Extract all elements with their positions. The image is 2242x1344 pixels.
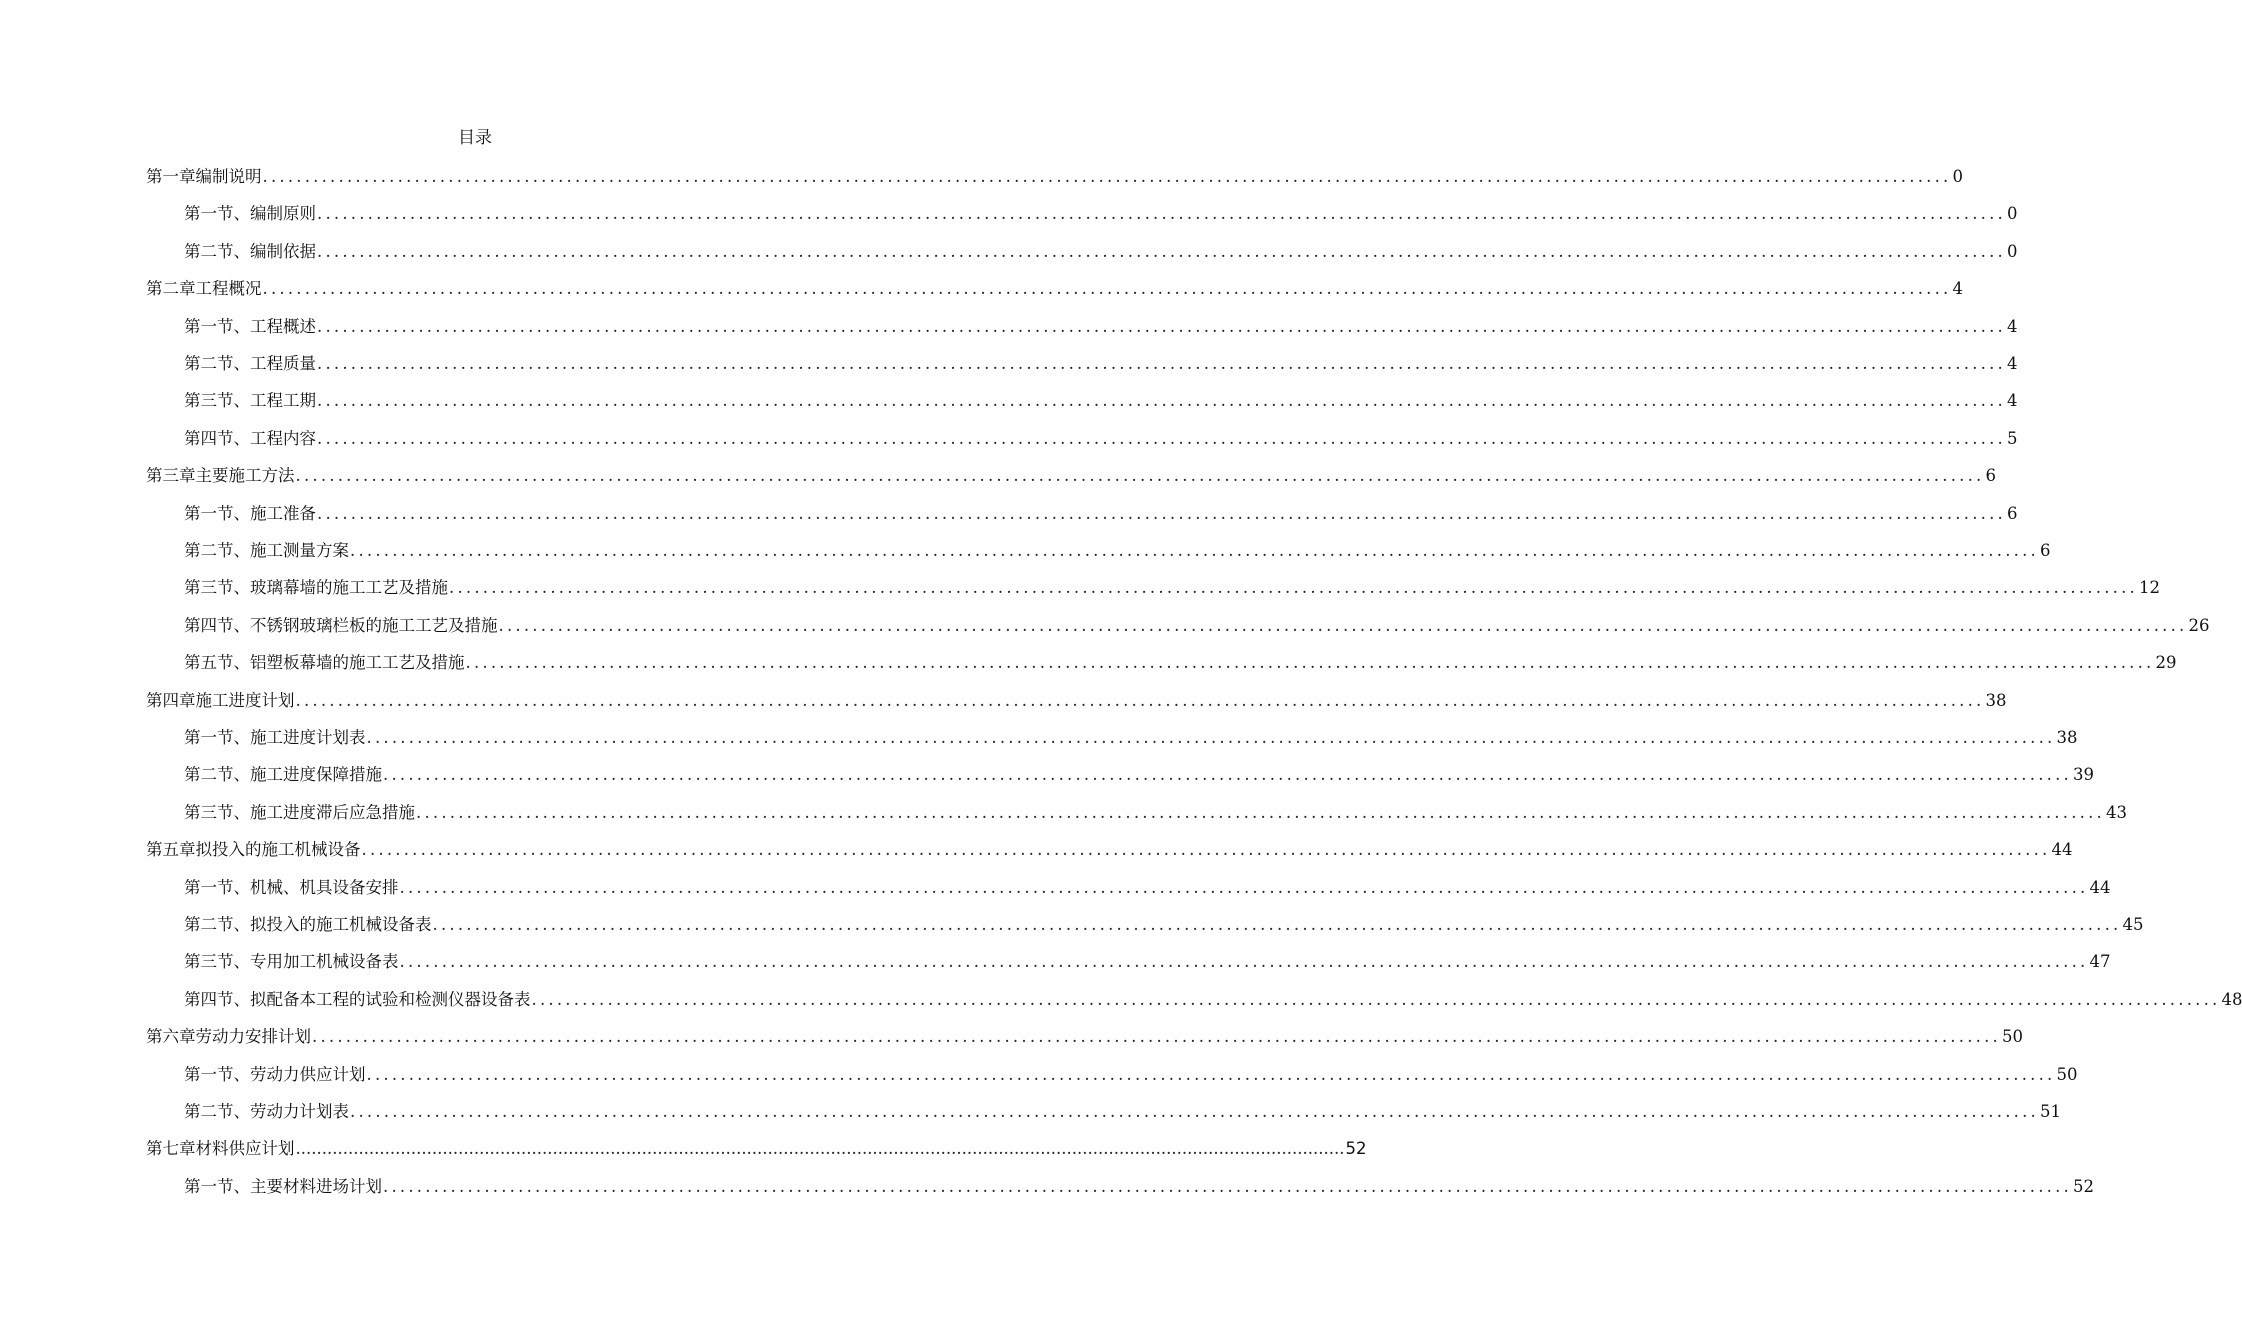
toc-chapter-entry[interactable]	[146, 831, 2073, 868]
toc-section-entry[interactable]	[184, 756, 2094, 793]
toc-chapter-number: 第七章	[146, 1139, 196, 1159]
toc-page-number: 50	[2001, 1027, 2023, 1047]
toc-entry-label: 第三节、玻璃幕墙的施工工艺及措施	[184, 578, 448, 598]
toc-dot-leader: ........................................................................................................................................................................................................	[416, 802, 2105, 822]
toc-dot-leader: ........................................................................................................................................................................................................	[399, 877, 2089, 897]
toc-dot-leader: ........................................................................................................................................................................................................	[350, 1102, 2039, 1121]
toc-dot-leader: ........................................................................................................................................................................................................	[262, 279, 1952, 299]
toc-dot-leader: ........................................................................................................................................................................................................	[361, 840, 2051, 860]
toc-entry-label: 第二节、施工进度保障措施	[184, 765, 382, 785]
toc-entry-label: 第一节、施工进度计划表	[184, 728, 366, 747]
toc-section-entry[interactable]	[184, 719, 2078, 756]
toc-section-entry[interactable]	[184, 233, 2018, 270]
toc-section-entry[interactable]	[184, 195, 2018, 232]
toc-dot-leader: ........................................................................................................................................................................................................	[295, 1139, 1345, 1159]
toc-page-number: 4	[2006, 354, 2018, 373]
toc-entry-label: 第二节、劳动力计划表	[184, 1102, 349, 1121]
toc-page-number: 39	[2072, 765, 2094, 785]
toc-page-number: 38	[1985, 690, 2007, 710]
toc-page-number: 0	[2006, 204, 2018, 224]
toc-entry-label: 第二节、施工测量方案	[184, 541, 349, 560]
toc-dot-leader: ........................................................................................................................................................................................................	[432, 915, 2122, 934]
toc-page-number: 48	[2221, 989, 2242, 1009]
toc-dot-leader: ........................................................................................................................................................................................................	[449, 578, 2138, 598]
toc-section-entry[interactable]	[184, 869, 2111, 906]
toc-section-entry[interactable]	[184, 495, 2018, 532]
toc-dot-leader: ........................................................................................................................................................................................................	[317, 428, 2006, 448]
toc-entry-label: 第一节、机械、机具设备安排	[184, 877, 399, 897]
toc-entry-label: 施工进度计划	[195, 690, 295, 710]
toc-dot-leader: ........................................................................................................................................................................................................	[317, 503, 2006, 523]
toc-entry-label: 编制说明	[195, 167, 262, 186]
toc-entry-label: 第一节、主要材料进场计划	[184, 1176, 382, 1196]
toc-chapter-entry[interactable]	[146, 1130, 1367, 1167]
toc-page-number: 38	[2056, 728, 2078, 747]
toc-chapter-entry[interactable]	[146, 1018, 2023, 1055]
toc-dot-leader: ........................................................................................................................................................................................................	[383, 1176, 2072, 1196]
toc-dot-leader: ........................................................................................................................................................................................................	[317, 204, 2006, 224]
toc-entry-label: 第二节、工程质量	[184, 354, 316, 373]
toc-dot-leader: ........................................................................................................................................................................................................	[295, 466, 1985, 486]
toc-dot-leader: ........................................................................................................................................................................................................	[350, 541, 2039, 560]
toc-chapter-number: 第五章	[146, 840, 196, 860]
toc-page-number: 5	[2006, 428, 2018, 448]
toc-chapter-number: 第三章	[146, 466, 196, 486]
toc-section-entry[interactable]	[184, 644, 2177, 681]
toc-dot-leader: ........................................................................................................................................................................................................	[317, 316, 2006, 336]
toc-page-number: 0	[1952, 167, 1963, 186]
toc-entry-label: 第三节、专用加工机械设备表	[184, 952, 399, 972]
toc-dot-leader: ........................................................................................................................................................................................................	[366, 728, 2056, 747]
toc-page-number: 52	[1345, 1139, 1367, 1159]
toc-page-number: 6	[1985, 466, 1996, 486]
toc-section-entry[interactable]	[184, 308, 2018, 345]
toc-entry-label: 第四节、工程内容	[184, 428, 316, 448]
toc-section-entry[interactable]	[184, 382, 2018, 419]
toc-entry-label: 第四节、不锈钢玻璃栏板的施工工艺及措施	[184, 615, 498, 635]
toc-dot-leader: ........................................................................................................................................................................................................	[399, 952, 2089, 972]
toc-entry-label: 第三节、施工进度滞后应急措施	[184, 802, 415, 822]
toc-section-entry[interactable]	[184, 1056, 2078, 1093]
toc-entry-label: 第二节、编制依据	[184, 241, 316, 261]
toc-dot-leader: ........................................................................................................................................................................................................	[498, 615, 2188, 635]
toc-dot-leader: ........................................................................................................................................................................................................	[366, 1064, 2056, 1084]
toc-page-number: 0	[2006, 241, 2018, 261]
toc-section-entry[interactable]	[184, 906, 2144, 943]
toc-page-number: 29	[2155, 653, 2177, 673]
toc-dot-leader: ........................................................................................................................................................................................................	[317, 241, 2006, 261]
toc-entry-label: 第一节、工程概述	[184, 316, 316, 336]
toc-dot-leader: ........................................................................................................................................................................................................	[465, 653, 2155, 673]
toc-page-number: 51	[2039, 1102, 2061, 1121]
toc-entry-label: 劳动力安排计划	[195, 1027, 311, 1047]
toc-chapter-entry[interactable]	[146, 158, 1963, 195]
toc-page-number: 44	[2051, 840, 2073, 860]
toc-page-number: 26	[2188, 615, 2210, 635]
toc-section-entry[interactable]	[184, 981, 2242, 1018]
toc-section-entry[interactable]	[184, 420, 2018, 457]
toc-page-number: 45	[2122, 915, 2144, 934]
toc-section-entry[interactable]	[184, 794, 2127, 831]
toc-page-number: 44	[2089, 877, 2111, 897]
toc-entry-label: 拟投入的施工机械设备	[195, 840, 361, 860]
toc-dot-leader: ........................................................................................................................................................................................................	[317, 354, 2006, 373]
toc-page-number: 47	[2089, 952, 2111, 972]
toc-entry-label: 第三节、工程工期	[184, 391, 316, 411]
toc-page-number: 50	[2056, 1064, 2078, 1084]
toc-section-entry[interactable]	[184, 1093, 2061, 1130]
toc-page-number: 4	[1952, 279, 1963, 299]
toc-page-number: 12	[2138, 578, 2160, 598]
toc-chapter-number: 第四章	[146, 690, 196, 710]
toc-entry-label: 第四节、拟配备本工程的试验和检测仪器设备表	[184, 989, 531, 1009]
toc-dot-leader: ........................................................................................................................................................................................................	[312, 1027, 2001, 1047]
toc-dot-leader: ........................................................................................................................................................................................................	[317, 391, 2006, 411]
toc-dot-leader: ........................................................................................................................................................................................................	[531, 989, 2221, 1009]
toc-section-entry[interactable]	[184, 943, 2111, 980]
toc-section-entry[interactable]	[184, 569, 2160, 606]
toc-entry-label: 第二节、拟投入的施工机械设备表	[184, 915, 432, 934]
toc-dot-leader: ........................................................................................................................................................................................................	[383, 765, 2072, 785]
toc-dot-leader: ........................................................................................................................................................................................................	[262, 167, 1952, 186]
toc-chapter-entry[interactable]	[146, 270, 1963, 307]
toc-entry-label: 主要施工方法	[195, 466, 295, 486]
toc-chapter-number: 第六章	[146, 1027, 196, 1047]
toc-entry-label: 第五节、铝塑板幕墙的施工工艺及措施	[184, 653, 465, 673]
toc-page-number: 6	[2039, 541, 2051, 560]
toc-chapter-entry[interactable]	[146, 682, 2007, 719]
toc-entry-label: 材料供应计划	[195, 1139, 295, 1159]
toc-page-number: 4	[2006, 316, 2018, 336]
toc-page-number: 4	[2006, 391, 2018, 411]
toc-section-entry[interactable]	[184, 532, 2051, 569]
toc-entry-label: 第一节、施工准备	[184, 503, 316, 523]
toc-section-entry[interactable]	[184, 345, 2018, 382]
toc-entry-label: 第一节、编制原则	[184, 204, 316, 224]
toc-section-entry[interactable]	[184, 607, 2210, 644]
toc-dot-leader: ........................................................................................................................................................................................................	[295, 690, 1985, 710]
toc-page-number: 52	[2072, 1176, 2094, 1196]
toc-entry-label: 工程概况	[195, 279, 262, 299]
toc-page-number: 43	[2105, 802, 2127, 822]
toc-chapter-number: 第一章	[146, 167, 196, 186]
toc-section-entry[interactable]	[184, 1168, 2094, 1205]
page-title: 目录	[458, 128, 492, 148]
toc-page-number: 6	[2006, 503, 2018, 523]
toc-chapter-entry[interactable]	[146, 457, 1996, 494]
toc-chapter-number: 第二章	[146, 279, 196, 299]
toc-entry-label: 第一节、劳动力供应计划	[184, 1064, 366, 1084]
